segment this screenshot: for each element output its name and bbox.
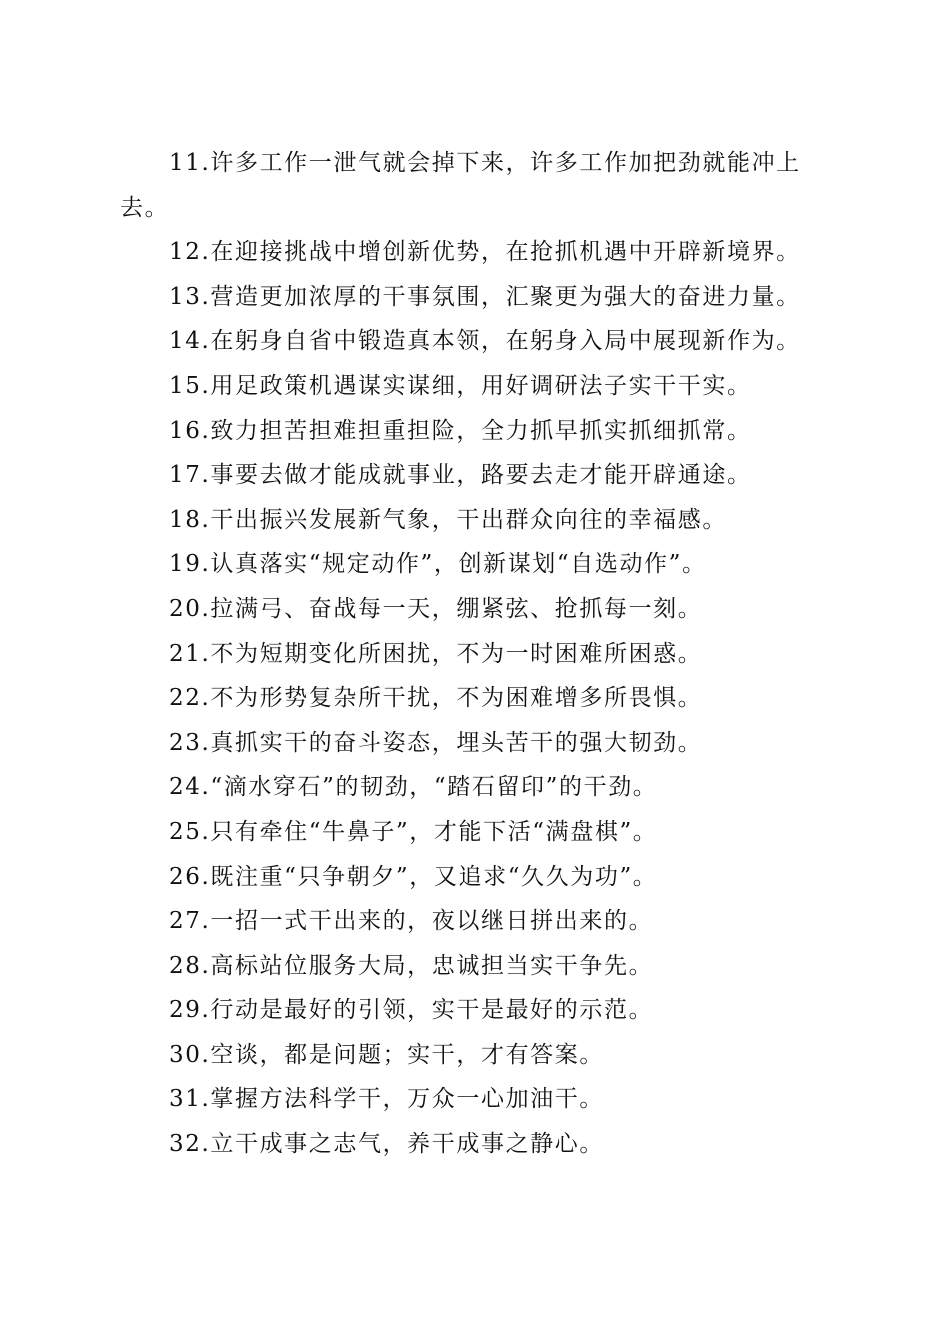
paragraph-23: 23.真抓实干的奋斗姿态，埋头苦干的强大韧劲。 bbox=[169, 729, 703, 756]
paragraph-17: 17.事要去做才能成就事业，路要去走才能开辟通途。 bbox=[169, 462, 752, 489]
paragraph-27: 27.一招一式干出来的，夜以继日拼出来的。 bbox=[169, 908, 654, 935]
paragraph-21: 21.不为短期变化所困扰，不为一时困难所困惑。 bbox=[169, 640, 703, 667]
paragraph-18: 18.干出振兴发展新气象，干出群众向往的幸福感。 bbox=[169, 506, 727, 533]
paragraph-29: 29.行动是最好的引领，实干是最好的示范。 bbox=[169, 997, 654, 1024]
paragraph-24: 24.“滴水穿石”的韧劲，“踏石留印”的干劲。 bbox=[169, 774, 658, 801]
paragraph-31: 31.掌握方法科学干，万众一心加油干。 bbox=[169, 1086, 604, 1113]
paragraph-15: 15.用足政策机遇谋实谋细，用好调研法子实干干实。 bbox=[169, 372, 752, 399]
paragraph-32: 32.立干成事之志气，养干成事之静心。 bbox=[169, 1131, 604, 1158]
paragraph-22: 22.不为形势复杂所干扰，不为困难增多所畏惧。 bbox=[169, 685, 703, 712]
paragraph-14: 14.在躬身自省中锻造真本领，在躬身入局中展现新作为。 bbox=[169, 328, 801, 355]
paragraph-26: 26.既注重“只争朝夕”，又追求“久久为功”。 bbox=[169, 863, 658, 890]
paragraph-25: 25.只有牵住“牛鼻子”，才能下活“满盘棋”。 bbox=[169, 818, 658, 845]
document-body bbox=[120, 141, 826, 1167]
paragraph-19: 19.认真落实“规定动作”，创新谋划“自选动作”。 bbox=[169, 551, 707, 578]
paragraph-30: 30.空谈，都是问题；实干，才有答案。 bbox=[169, 1041, 604, 1068]
paragraph-12: 12.在迎接挑战中增创新优势，在抢抓机遇中开辟新境界。 bbox=[169, 239, 801, 266]
paragraph-16: 16.致力担苦担难担重担险，全力抓早抓实抓细抓常。 bbox=[169, 417, 752, 444]
paragraph-13: 13.营造更加浓厚的干事氛围，汇聚更为强大的奋进力量。 bbox=[169, 283, 801, 310]
paragraph-11: 11.许多工作一泄气就会掉下来，许多工作加把劲就能冲上去。 bbox=[120, 150, 801, 221]
paragraph-28: 28.高标站位服务大局，忠诚担当实干争先。 bbox=[169, 952, 654, 979]
paragraph-20: 20.拉满弓、奋战每一天，绷紧弦、抢抓每一刻。 bbox=[169, 595, 703, 622]
